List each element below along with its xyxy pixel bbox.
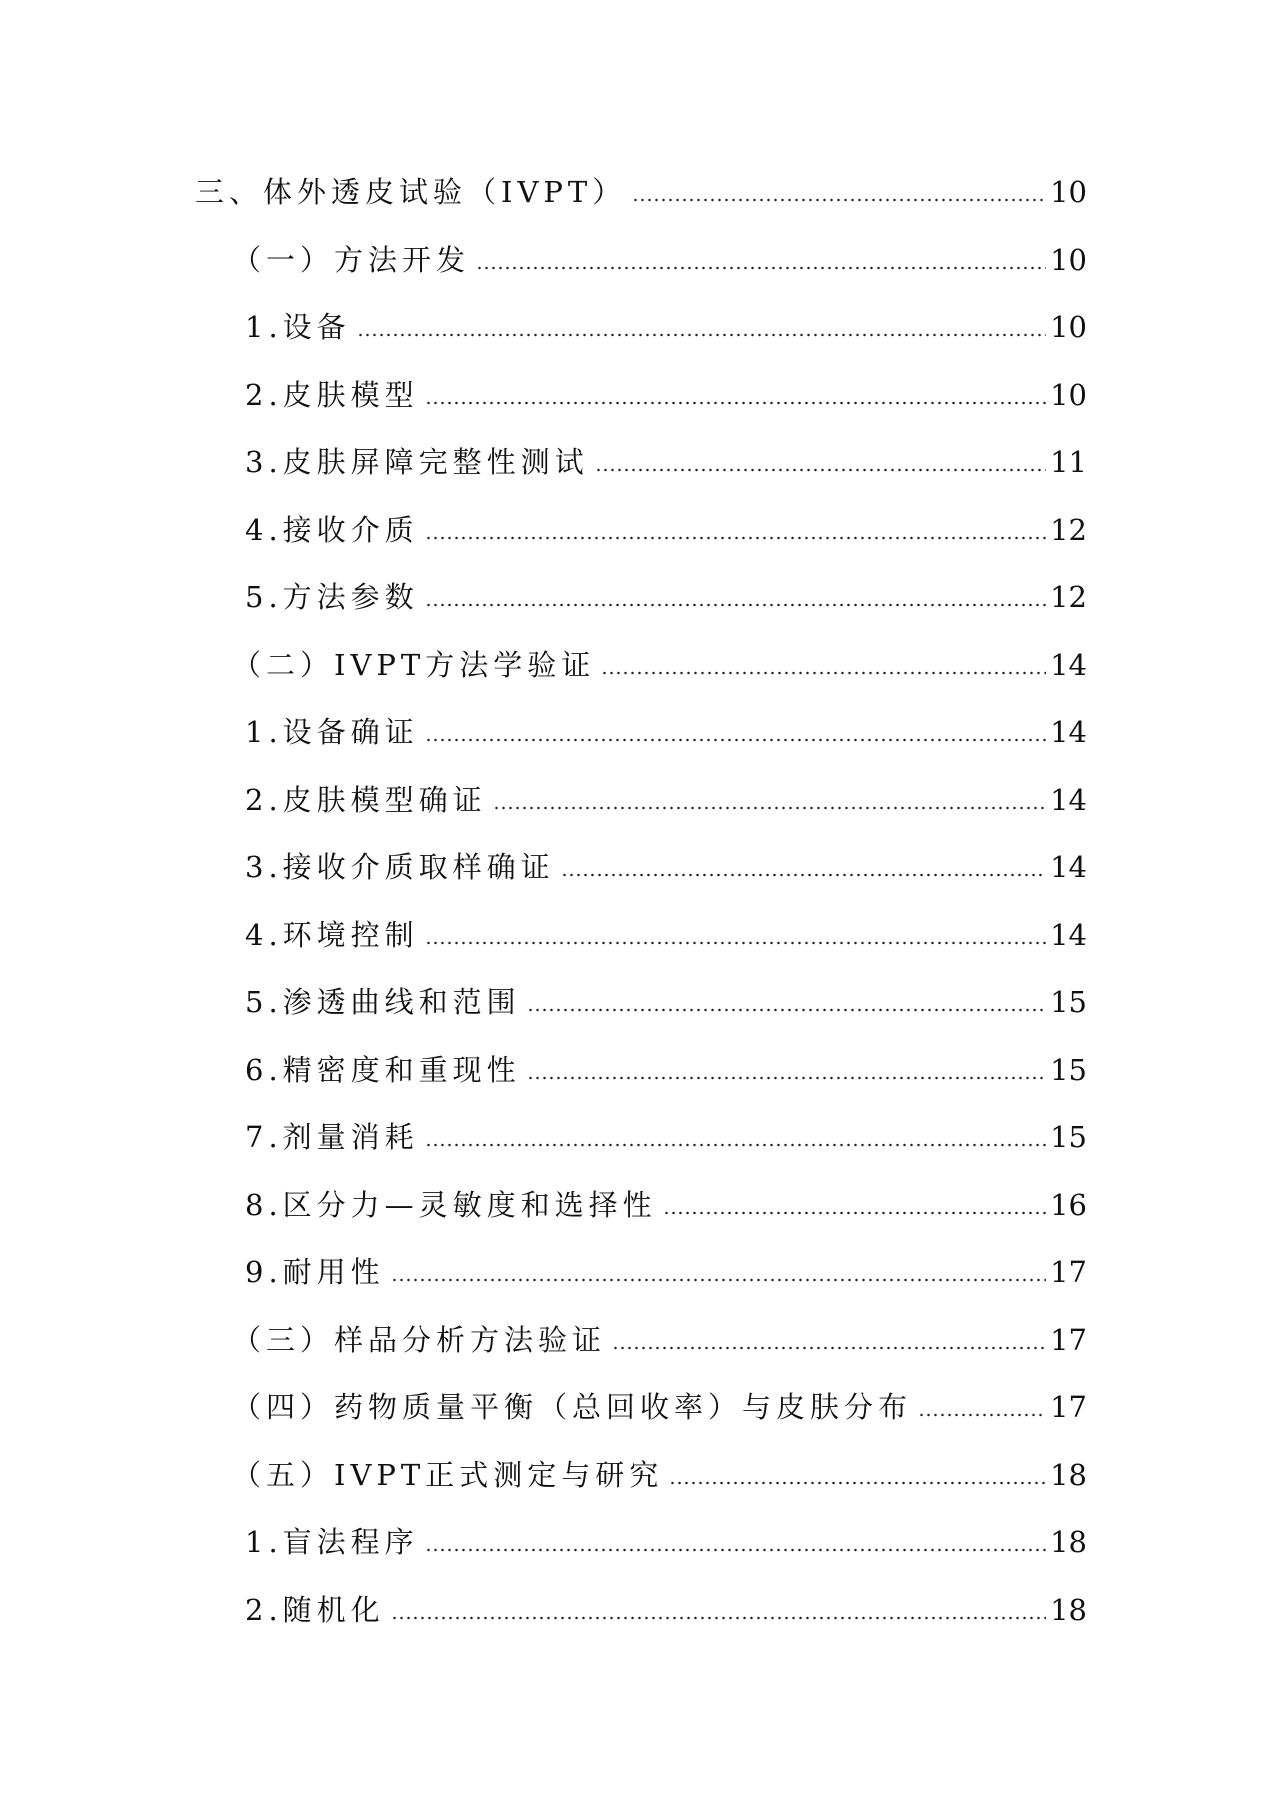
dot-leader — [493, 804, 1046, 812]
toc-entry[interactable] — [245, 1516, 1087, 1562]
toc-entry[interactable] — [195, 166, 1087, 212]
toc-entry[interactable] — [232, 639, 1087, 685]
toc-page-number: 17 — [1050, 1255, 1087, 1289]
toc-page-number: 17 — [1050, 1323, 1087, 1357]
toc-page-number: 14 — [1050, 918, 1087, 952]
toc-entry-title: （五）IVPT正式测定与研究 — [232, 1455, 667, 1495]
dot-leader — [425, 399, 1046, 407]
toc-entry-title: 2.随机化 — [245, 1590, 389, 1630]
toc-entry[interactable] — [232, 1314, 1087, 1360]
toc-entry[interactable] — [245, 774, 1087, 820]
toc-page-number: 10 — [1050, 378, 1087, 412]
dot-leader — [425, 736, 1046, 744]
toc-page-number: 15 — [1050, 1120, 1087, 1154]
toc-entry[interactable] — [245, 1179, 1087, 1225]
dot-leader — [918, 1411, 1046, 1419]
toc-page-number: 16 — [1050, 1188, 1087, 1222]
dot-leader — [612, 1344, 1046, 1352]
toc-page-number: 14 — [1050, 648, 1087, 682]
toc-entry[interactable] — [245, 1584, 1087, 1630]
dot-leader — [561, 871, 1046, 879]
toc-entry[interactable] — [245, 369, 1087, 415]
toc-page-number: 11 — [1050, 445, 1087, 479]
toc-page-number: 18 — [1050, 1525, 1087, 1559]
toc-page-number: 15 — [1050, 985, 1087, 1019]
dot-leader — [425, 601, 1046, 609]
toc-entry[interactable] — [245, 841, 1087, 887]
toc-entry[interactable] — [245, 301, 1087, 347]
dot-leader — [425, 534, 1046, 542]
toc-entry[interactable] — [245, 1111, 1087, 1157]
toc-entry-title: 9.耐用性 — [245, 1252, 389, 1292]
toc-entry[interactable] — [245, 976, 1087, 1022]
dot-leader — [527, 1074, 1046, 1082]
toc-entry-title: （三）样品分析方法验证 — [232, 1320, 610, 1360]
toc-page-number: 18 — [1050, 1593, 1087, 1627]
toc-entry-title: 7.剂量消耗 — [245, 1117, 423, 1157]
toc-entry-title: （二）IVPT方法学验证 — [232, 645, 599, 685]
toc-entry-title: （一）方法开发 — [232, 240, 474, 280]
toc-page-number: 10 — [1050, 175, 1087, 209]
dot-leader — [425, 1141, 1046, 1149]
toc-entry-title: 三、体外透皮试验（IVPT） — [195, 172, 630, 212]
dot-leader — [632, 196, 1046, 204]
dot-leader — [425, 939, 1046, 947]
toc-entry[interactable] — [245, 1246, 1087, 1292]
toc-entry[interactable] — [245, 571, 1087, 617]
toc-entry[interactable] — [245, 1044, 1087, 1090]
toc-entry-title: 3.接收介质取样确证 — [245, 847, 559, 887]
toc-entry-title: 1.设备 — [245, 307, 355, 347]
toc-entry-title: 1.设备确证 — [245, 712, 423, 752]
toc-entry-title: 8.区分力—灵敏度和选择性 — [245, 1185, 661, 1225]
dot-leader — [476, 264, 1046, 272]
toc-page-number: 18 — [1050, 1458, 1087, 1492]
dot-leader — [391, 1276, 1046, 1284]
toc-page-number: 10 — [1050, 243, 1087, 277]
toc-entry[interactable] — [245, 504, 1087, 550]
toc-entry[interactable] — [232, 1449, 1087, 1495]
toc-entry[interactable] — [232, 234, 1087, 280]
toc-entry-title: 4.环境控制 — [245, 915, 423, 955]
toc-page-number: 15 — [1050, 1053, 1087, 1087]
toc-page-number: 14 — [1050, 783, 1087, 817]
toc-entry-title: 2.皮肤模型确证 — [245, 780, 491, 820]
toc-page-number: 14 — [1050, 850, 1087, 884]
dot-leader — [527, 1006, 1046, 1014]
dot-leader — [669, 1479, 1046, 1487]
toc-entry[interactable] — [232, 1381, 1087, 1427]
toc-entry-title: 2.皮肤模型 — [245, 375, 423, 415]
toc-page-number: 14 — [1050, 715, 1087, 749]
toc-entry[interactable] — [245, 436, 1087, 482]
dot-leader — [601, 669, 1046, 677]
toc-entry-title: 5.方法参数 — [245, 577, 423, 617]
toc-entry-title: 3.皮肤屏障完整性测试 — [245, 442, 593, 482]
toc-page-number: 12 — [1050, 580, 1087, 614]
dot-leader — [595, 466, 1046, 474]
dot-leader — [663, 1209, 1046, 1217]
toc-entry[interactable] — [245, 706, 1087, 752]
toc-entry-title: 5.渗透曲线和范围 — [245, 982, 525, 1022]
toc-page-number: 17 — [1050, 1390, 1087, 1424]
toc-page-number: 12 — [1050, 513, 1087, 547]
dot-leader — [391, 1614, 1046, 1622]
toc-entry-title: 4.接收介质 — [245, 510, 423, 550]
toc-entry[interactable] — [245, 909, 1087, 955]
toc-page-number: 10 — [1050, 310, 1087, 344]
toc-entry-title: 6.精密度和重现性 — [245, 1050, 525, 1090]
toc-entry-title: 1.盲法程序 — [245, 1522, 423, 1562]
toc-entry-title: （四）药物质量平衡（总回收率）与皮肤分布 — [232, 1387, 916, 1427]
dot-leader — [357, 331, 1046, 339]
dot-leader — [425, 1546, 1046, 1554]
